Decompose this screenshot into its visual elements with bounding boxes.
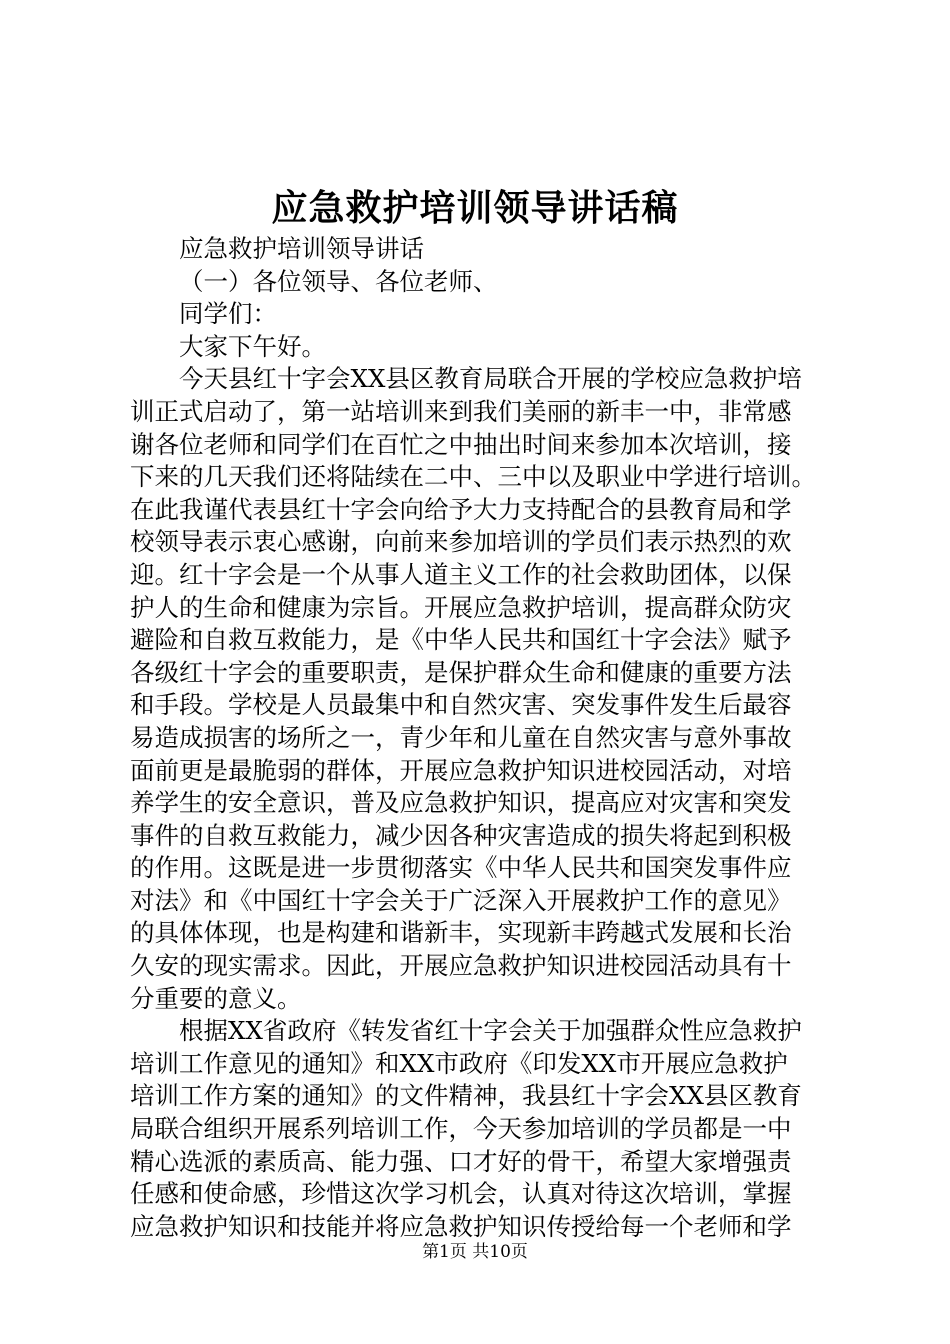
text-line: 避险和自救互救能力，是《中华人民共和国红十字会法》赋予 (130, 625, 792, 655)
text-line: 同学们： (179, 299, 277, 329)
text-line: 迎。红十字会是一个从事人道主义工作的社会救助团体，以保 (130, 559, 792, 589)
text-line: 任感和使命感，珍惜这次学习机会，认真对待这次培训，掌握 (130, 1179, 792, 1209)
text-line: 对法》和《中国红十字会关于广泛深入开展救护工作的意见》 (130, 885, 792, 915)
text-line: 的作用。这既是进一步贯彻落实《中华人民共和国突发事件应 (130, 853, 792, 883)
text-line: 训正式启动了，第一站培训来到我们美丽的新丰一中，非常感 (130, 396, 792, 426)
text-line: 根据XX省政府《转发省红十字会关于加强群众性应急救护 (179, 1016, 802, 1046)
text-line: 各级红十字会的重要职责，是保护群众生命和健康的重要方法 (130, 657, 792, 687)
text-line: 大家下午好。 (179, 331, 326, 361)
text-line: （一）各位领导、各位老师、 (179, 266, 498, 296)
text-line: 久安的现实需求。因此，开展应急救护知识进校园活动具有十 (130, 951, 792, 981)
text-line: 今天县红十字会XX县区教育局联合开展的学校应急救护培 (179, 364, 802, 394)
text-line: 局联合组织开展系列培训工作，今天参加培训的学员都是一中 (130, 1114, 792, 1144)
text-line: 应急救护知识和技能并将应急救护知识传授给每一个老师和学 (130, 1211, 792, 1241)
text-line: 培训工作方案的通知》的文件精神，我县红十字会XX县区教育 (130, 1081, 802, 1111)
text-line: 的具体体现，也是构建和谐新丰，实现新丰跨越式发展和长治 (130, 918, 792, 948)
text-line: 下来的几天我们还将陆续在二中、三中以及职业中学进行培训。 (130, 462, 816, 492)
document-title: 应急救护培训领导讲话稿 (271, 187, 679, 229)
page-number-footer: 第1页 共10页 (422, 1242, 528, 1262)
text-line: 培训工作意见的通知》和XX市政府《印发XX市开展应急救护 (130, 1048, 788, 1078)
text-line: 应急救护培训领导讲话 (179, 234, 424, 263)
text-line: 在此我谨代表县红十字会向给予大力支持配合的县教育局和学 (130, 494, 792, 524)
text-line: 护人的生命和健康为宗旨。开展应急救护培训，提高群众防灾 (130, 592, 792, 622)
document-body (130, 233, 840, 1243)
text-line: 易造成损害的场所之一，青少年和儿童在自然灾害与意外事故 (130, 722, 792, 752)
text-line: 养学生的安全意识，普及应急救护知识，提高应对灾害和突发 (130, 788, 792, 818)
text-line: 面前更是最脆弱的群体，开展应急救护知识进校园活动，对培 (130, 755, 792, 785)
text-line: 校领导表示衷心感谢，向前来参加培训的学员们表示热烈的欢 (130, 527, 792, 557)
text-line: 分重要的意义。 (130, 983, 302, 1013)
text-line: 精心选派的素质高、能力强、口才好的骨干，希望大家增强责 (130, 1146, 792, 1176)
text-line: 事件的自救互救能力，减少因各种灾害造成的损失将起到积极 (130, 820, 792, 850)
text-line: 和手段。学校是人员最集中和自然灾害、突发事件发生后最容 (130, 690, 792, 720)
text-line: 谢各位老师和同学们在百忙之中抽出时间来参加本次培训，接 (130, 429, 792, 459)
